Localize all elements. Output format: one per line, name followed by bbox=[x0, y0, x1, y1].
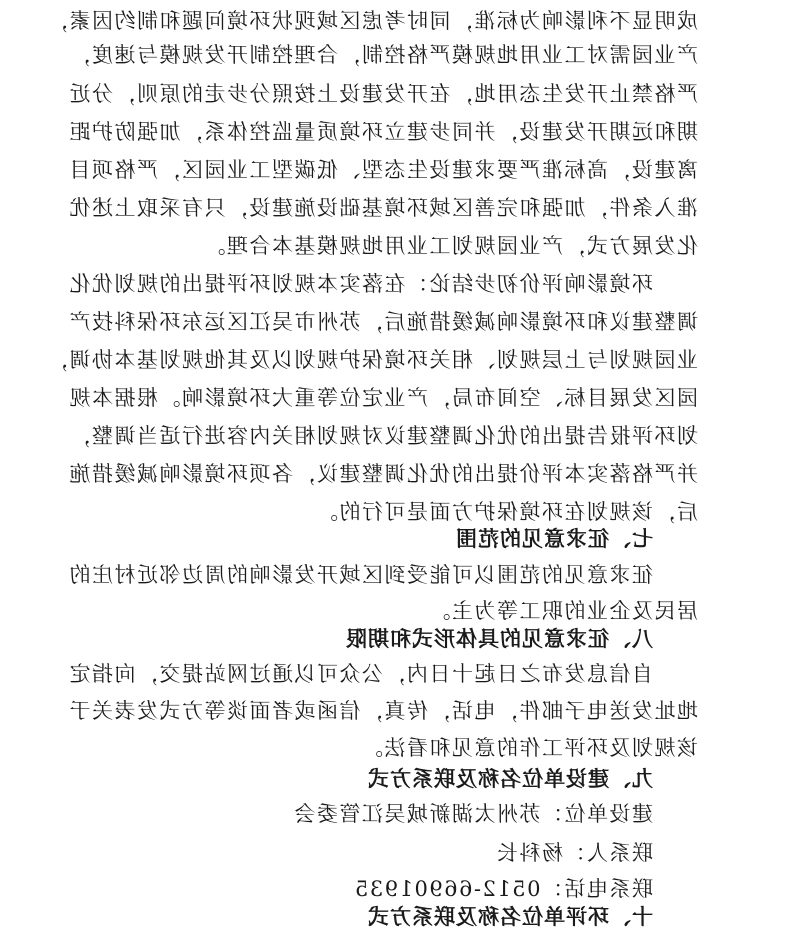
body-line: 准入条件，加强和完善区域环境基础设施建设，只有采取上述优 bbox=[68, 196, 698, 220]
body-line: 征求意见的范围以可能受到区域开发影响的周边邻近村庄的 bbox=[68, 563, 653, 587]
body-line: 成明显不利影响为标准，同时考虑区域现状环境问题和制约因素， bbox=[45, 9, 698, 33]
body-line: 地址发送电子邮件，电话，传真，信函或者面谈等方式发表关于 bbox=[68, 699, 698, 723]
body-line: 化发展方式，产业园规划工业用地规模基本合理。 bbox=[203, 234, 698, 258]
body-line: 离建设，高标准严要求建设生态型、低碳型工业园区，严格项目 bbox=[68, 158, 698, 182]
conclusion-line: 园区发展目标、空间布局，产业定位等重大环境影响。根据本规 bbox=[68, 386, 698, 410]
contact-line: 建设单位：苏州太湖新城吴江管委会 bbox=[293, 802, 653, 826]
contact-line: 联系人：杨科长 bbox=[495, 841, 653, 865]
conclusion-line: 后，该规划在环境保护方面是可行的。 bbox=[315, 500, 698, 524]
body-line: 期和远期开发建设，并同步建立环境质量监控体系，加强防护距 bbox=[68, 120, 698, 144]
section-ten-heading: 十、环评单位名称及联系方式 bbox=[367, 905, 653, 929]
section-seven-heading: 七、征求意见的范围 bbox=[455, 527, 653, 551]
section-nine-heading: 九、建设单位名称及联系方式 bbox=[367, 767, 653, 791]
body-line: 居民及企业的职工等为主。 bbox=[428, 599, 698, 623]
contact-line: 联系电话：0512-66901935 bbox=[353, 877, 653, 901]
conclusion-line: 业园规划与上层规划、相关环境保护规划以及其他规划基本协调， bbox=[45, 348, 698, 372]
section-eight-heading: 八、征求意见的具体形式和期限 bbox=[345, 627, 653, 651]
conclusion-line: 环境影响评价初步结论：在落实本规划环评提出的规划优化 bbox=[68, 272, 653, 296]
body-line: 自信息发布之日起十日内，公众可以通过网站提交，向指定 bbox=[68, 662, 653, 686]
conclusion-line: 划环评报告提出的优化调整建议对规划相关内容进行适当调整， bbox=[68, 424, 698, 448]
body-line: 严格禁止开发生态用地，在开发建设上按照分步走的原则，分近 bbox=[68, 82, 698, 106]
conclusion-line: 并严格落实本评价提出的优化调整建议，各项环境影响减缓措施 bbox=[68, 462, 698, 486]
body-line: 产业园需对工业用地规模严格控制，合理控制开发规模与速度， bbox=[68, 43, 698, 67]
body-line: 该规划及环评工作的意见和看法。 bbox=[360, 736, 698, 760]
conclusion-line: 调整建议和环境影响减缓措施后，苏州市吴江区运东环保科技产 bbox=[68, 310, 698, 334]
